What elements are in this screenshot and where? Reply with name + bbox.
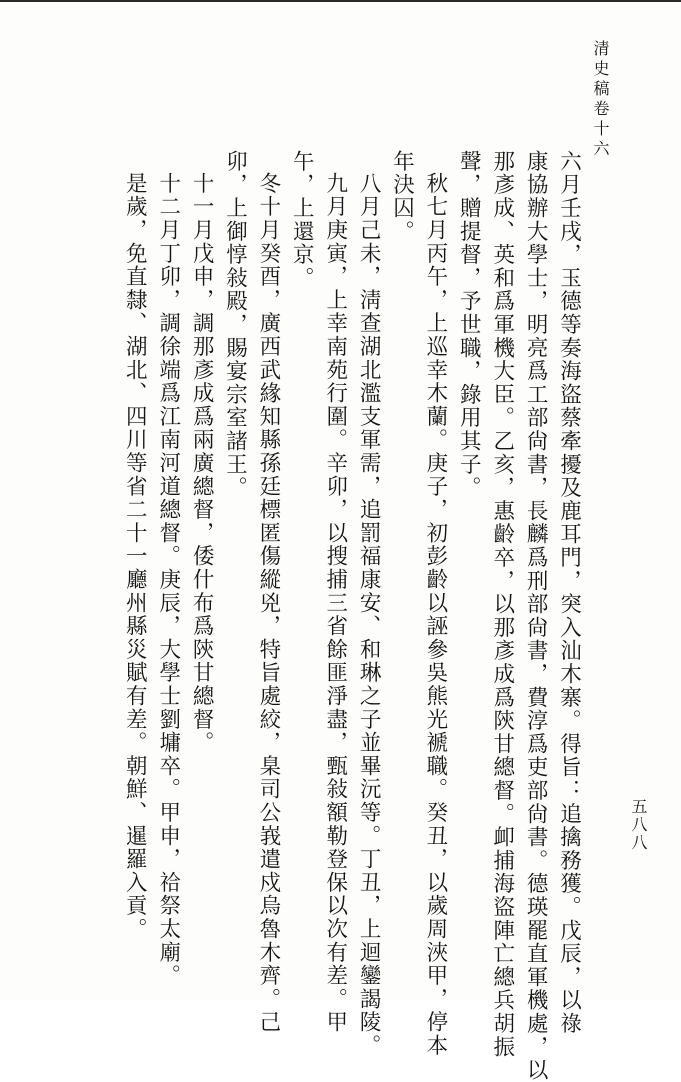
page-number: 五八八 bbox=[629, 798, 648, 852]
text-column: 八月己未，淸查湖北濫支軍需，追罰福康安、和琳之子並畢沅等。丁丑，上迴鑾謁陵。 bbox=[356, 172, 382, 1058]
top-border-line bbox=[0, 0, 681, 2]
text-column: 卯，上御惇敍殿，賜宴宗室諸王。 bbox=[222, 150, 248, 500]
text-column: 是歲，免直隸、湖北、四川等省二十一廳州縣災賦有差。朝鮮、暹羅入貢。 bbox=[122, 172, 148, 941]
text-column: 六月壬戌，玉德等奏海盜蔡牽擾及鹿耳門，突入汕木寨。得旨：追擒務獲。戊辰，以祿 bbox=[556, 150, 582, 1036]
text-column: 秋七月丙午，上巡幸木蘭。庚子，初彭齡以誣參吳熊光褫職。癸丑，以歲周浹甲，停本 bbox=[422, 172, 448, 1058]
text-column: 聲，贈提督，予世職，錄用其子。 bbox=[456, 150, 482, 500]
text-column: 冬十月癸酉，廣西武緣知縣孫廷標匿傷縱兇，特旨處絞，臬司公峩遣戍烏魯木齊。己 bbox=[255, 172, 281, 1035]
text-column: 康協辦大學士，明亮爲工部尙書，長麟爲刑部尙書，費淳爲吏部尙書。德瑛罷直軍機處，以 bbox=[523, 150, 549, 1082]
text-column: 十二月丁卯，調徐端爲江南河道總督。庚辰，大學士劉墉卒。甲申，祫祭太廟。 bbox=[155, 172, 181, 988]
text-column: 十一月戊申，調那彥成爲兩廣總督，倭什布爲陝甘總督。 bbox=[189, 172, 215, 755]
text-column: 午，上還京。 bbox=[289, 150, 315, 290]
running-header-title: 清史稿卷十六 bbox=[591, 40, 610, 160]
text-column: 九月庚寅，上幸南苑行圍。辛卯，以搜捕三省餘匪淨盡，甄敍額勒登保以次有差。甲 bbox=[322, 172, 348, 1035]
text-column: 年決囚。 bbox=[389, 150, 415, 244]
text-column: 那彥成、英和爲軍機大臣。乙亥，惠齡卒，以那彥成爲陝甘總督。卹捕海盜陣亡總兵胡振 bbox=[489, 150, 515, 1059]
